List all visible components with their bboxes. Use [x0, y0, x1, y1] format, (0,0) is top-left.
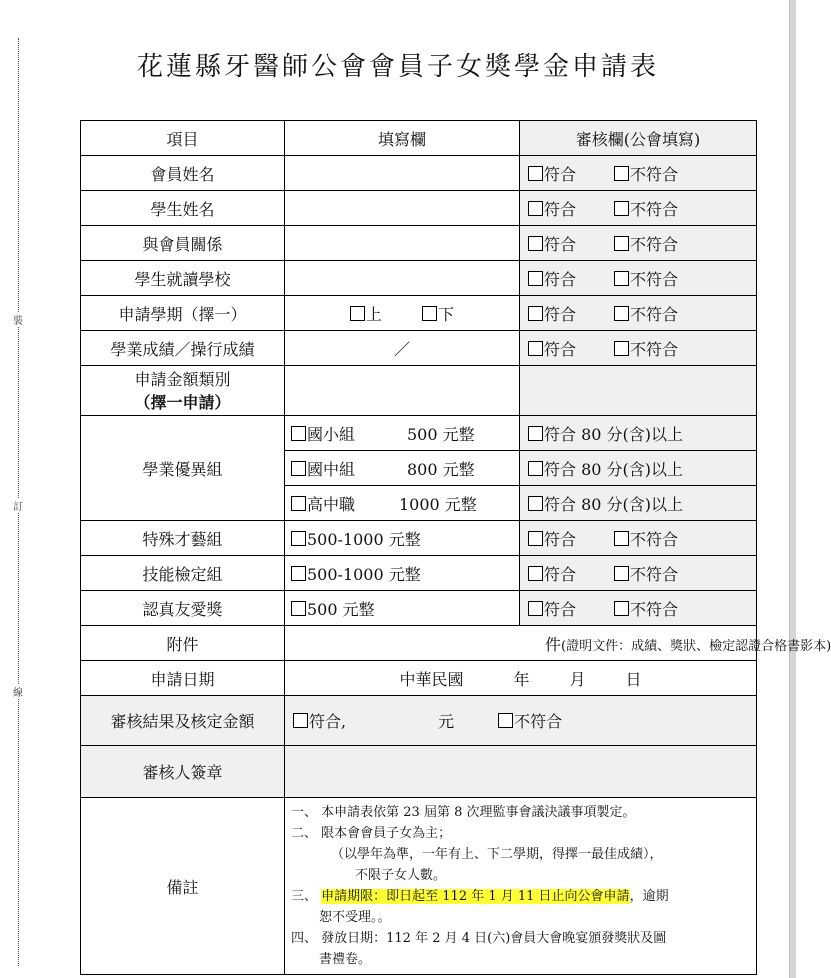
review-elementary: [520, 416, 757, 451]
talent-field: [285, 521, 520, 556]
result-fail-label: 不符合: [514, 712, 563, 731]
review-member-name: [520, 156, 757, 191]
pass-label: 符合: [544, 339, 577, 359]
fail-label: 不符合: [630, 164, 679, 184]
result-label: 審核結果及核定金額: [81, 696, 285, 746]
friendship-field: [285, 591, 520, 626]
relation-label: 與會員關係: [81, 226, 285, 261]
fail-label: 不符合: [630, 269, 679, 289]
result-field: [285, 696, 757, 746]
elementary-amount: 500 元整: [407, 424, 475, 444]
deadline-highlight: 申請期限：即日起至 112 年 1 月 11 日止向公會申請: [321, 889, 630, 904]
binding-mark-3: 線: [11, 684, 25, 699]
pass-checkbox[interactable]: [528, 271, 543, 286]
pass-label: 符合: [544, 529, 577, 549]
note-1: 一、 本申請表依第 23 屆第 8 次理監事會議決議事項製定。: [291, 805, 636, 820]
score-pass-label: 符合 80 分(含)以上: [544, 424, 684, 444]
notes-label: 備註: [81, 798, 285, 975]
note-3-detail: 恕不受理。。: [319, 910, 391, 925]
row-skill: [81, 556, 757, 591]
fail-label: 不符合: [630, 234, 679, 254]
fail-label: 不符合: [630, 599, 679, 619]
review-amount-type: [520, 366, 757, 416]
note-2: 二、 限本會會員子女為主；: [291, 826, 452, 841]
review-friendship: [520, 591, 757, 626]
pass-checkbox[interactable]: [528, 566, 543, 581]
fail-checkbox[interactable]: [614, 166, 629, 181]
note-4: 四、 發放日期：112 年 2 月 4 日(六)會員大會晚宴頒發獎狀及圖: [291, 931, 667, 946]
apply-date-field: [285, 661, 757, 696]
elementary-label: 國小組: [307, 424, 356, 444]
pass-checkbox[interactable]: [528, 166, 543, 181]
date-day: 日: [625, 669, 642, 689]
fail-checkbox[interactable]: [614, 601, 629, 616]
row-semester: [81, 296, 757, 331]
application-form-table: [80, 120, 831, 975]
member-name-label: 會員姓名: [81, 156, 285, 191]
attachment-note: (證明文件：成績、獎狀、檢定認證合格書影本): [561, 638, 831, 654]
attachment-count-unit: 件: [545, 634, 562, 654]
row-academic-1: [81, 416, 757, 451]
score-pass-label: 符合 80 分(含)以上: [544, 494, 684, 514]
amount-type-subtitle: （擇一申請）: [134, 392, 231, 412]
senior-amount: 1000 元整: [399, 494, 477, 514]
review-relation: [520, 226, 757, 261]
fail-checkbox[interactable]: [614, 306, 629, 321]
fail-checkbox[interactable]: [614, 531, 629, 546]
review-talent: [520, 521, 757, 556]
pass-checkbox[interactable]: [528, 236, 543, 251]
pass-label: 符合: [544, 304, 577, 324]
score-pass-checkbox[interactable]: [528, 496, 543, 511]
header-item: 項目: [81, 121, 285, 156]
row-school: [81, 261, 757, 296]
fail-label: 不符合: [630, 304, 679, 324]
review-skill: [520, 556, 757, 591]
junior-checkbox[interactable]: [291, 461, 306, 476]
reviewer-label: 審核人簽章: [81, 746, 285, 798]
row-result: [81, 696, 757, 746]
pass-checkbox[interactable]: [528, 201, 543, 216]
school-field[interactable]: [285, 261, 520, 296]
grades-field[interactable]: ／: [285, 331, 520, 366]
review-junior: [520, 451, 757, 486]
fail-checkbox[interactable]: [614, 201, 629, 216]
fail-checkbox[interactable]: [614, 566, 629, 581]
row-grades: [81, 331, 757, 366]
talent-amount: 500-1000 元整: [307, 529, 421, 549]
result-fail-checkbox[interactable]: [498, 713, 513, 728]
row-attachment: [81, 626, 757, 661]
elementary-checkbox[interactable]: [291, 426, 306, 441]
review-semester: [520, 296, 757, 331]
row-talent: [81, 521, 757, 556]
page-edge: [789, 0, 796, 978]
row-relation: [81, 226, 757, 261]
friendship-amount: 500 元整: [307, 599, 375, 619]
score-pass-checkbox[interactable]: [528, 426, 543, 441]
note-4-detail: 書禮卷。: [319, 952, 372, 967]
review-student-name: [520, 191, 757, 226]
row-amount-type: [81, 366, 757, 416]
result-pass-checkbox[interactable]: [293, 713, 308, 728]
member-name-field[interactable]: [285, 156, 520, 191]
fail-label: 不符合: [630, 199, 679, 219]
review-school: [520, 261, 757, 296]
semester-second-label: 下: [438, 304, 455, 324]
academic-label: 學業優異組: [81, 416, 285, 521]
row-member-name: [81, 156, 757, 191]
senior-checkbox[interactable]: [291, 496, 306, 511]
academic-junior: [285, 451, 520, 486]
note-3-prefix: 三、: [291, 889, 322, 904]
amount-type-field: [285, 366, 520, 416]
header-fill: 填寫欄: [285, 121, 520, 156]
skill-amount: 500-1000 元整: [307, 564, 421, 584]
skill-field: [285, 556, 520, 591]
fail-checkbox[interactable]: [614, 341, 629, 356]
semester-first-checkbox[interactable]: [350, 306, 365, 321]
pass-label: 符合: [544, 269, 577, 289]
pass-checkbox[interactable]: [528, 306, 543, 321]
student-name-label: 學生姓名: [81, 191, 285, 226]
binding-mark-1: 裝: [11, 312, 25, 327]
note-3: [291, 886, 750, 907]
friendship-label: 認真友愛獎: [81, 591, 285, 626]
note-2-detail: （以學年為準，一年有上、下二學期，得擇一最佳成績），: [331, 847, 663, 862]
school-label: 學生就讀學校: [81, 261, 285, 296]
senior-label: 高中職: [307, 494, 356, 514]
pass-checkbox[interactable]: [528, 531, 543, 546]
reviewer-signature-field[interactable]: [285, 746, 757, 798]
review-grades: [520, 331, 757, 366]
grades-label: 學業成績／操行成績: [81, 331, 285, 366]
attachment-label: 附件: [81, 626, 285, 661]
attachment-field: [285, 626, 831, 661]
fail-checkbox[interactable]: [614, 271, 629, 286]
relation-field[interactable]: [285, 226, 520, 261]
fail-label: 不符合: [630, 529, 679, 549]
talent-checkbox[interactable]: [291, 531, 306, 546]
date-month: 月: [569, 669, 586, 689]
skill-checkbox[interactable]: [291, 566, 306, 581]
pass-label: 符合: [544, 564, 577, 584]
fail-checkbox[interactable]: [614, 236, 629, 251]
notes-content: [285, 798, 757, 975]
apply-date-label: 申請日期: [81, 661, 285, 696]
row-apply-date: [81, 661, 757, 696]
row-friendship: [81, 591, 757, 626]
header-review: 審核欄(公會填寫): [520, 121, 757, 156]
amount-type-title: 申請金額類別: [134, 369, 231, 389]
junior-amount: 800 元整: [407, 459, 475, 479]
note-2-detail-2: 不限子女人數。: [355, 868, 447, 883]
friendship-checkbox[interactable]: [291, 601, 306, 616]
row-notes: [81, 798, 757, 975]
fail-label: 不符合: [630, 564, 679, 584]
review-senior: [520, 486, 757, 521]
junior-label: 國中組: [307, 459, 356, 479]
row-student-name: [81, 191, 757, 226]
student-name-field[interactable]: [285, 191, 520, 226]
semester-first-label: 上: [365, 304, 382, 324]
binding-mark-2: 訂: [11, 498, 25, 513]
skill-label: 技能檢定組: [81, 556, 285, 591]
score-pass-checkbox[interactable]: [528, 461, 543, 476]
academic-elementary: [285, 416, 520, 451]
pass-label: 符合: [544, 164, 577, 184]
date-year: 年: [513, 669, 530, 689]
semester-label: 申請學期（擇一）: [81, 296, 285, 331]
row-reviewer: [81, 746, 757, 798]
semester-field: [285, 296, 520, 331]
header-row: [81, 121, 757, 156]
academic-senior: [285, 486, 520, 521]
fail-label: 不符合: [630, 339, 679, 359]
pass-label: 符合: [544, 599, 577, 619]
form-title: 花蓮縣牙醫師公會會員子女獎學金申請表: [136, 52, 659, 82]
date-era: 中華民國: [399, 669, 464, 689]
pass-checkbox[interactable]: [528, 341, 543, 356]
result-unit: 元: [438, 712, 455, 731]
pass-label: 符合: [544, 199, 577, 219]
pass-label: 符合: [544, 234, 577, 254]
score-pass-label: 符合 80 分(含)以上: [544, 459, 684, 479]
pass-checkbox[interactable]: [528, 601, 543, 616]
note-3-suffix: ，逾期: [629, 889, 669, 904]
talent-label: 特殊才藝組: [81, 521, 285, 556]
semester-second-checkbox[interactable]: [422, 306, 437, 321]
amount-type-label: [81, 366, 285, 416]
result-pass-label: 符合,: [309, 712, 347, 731]
